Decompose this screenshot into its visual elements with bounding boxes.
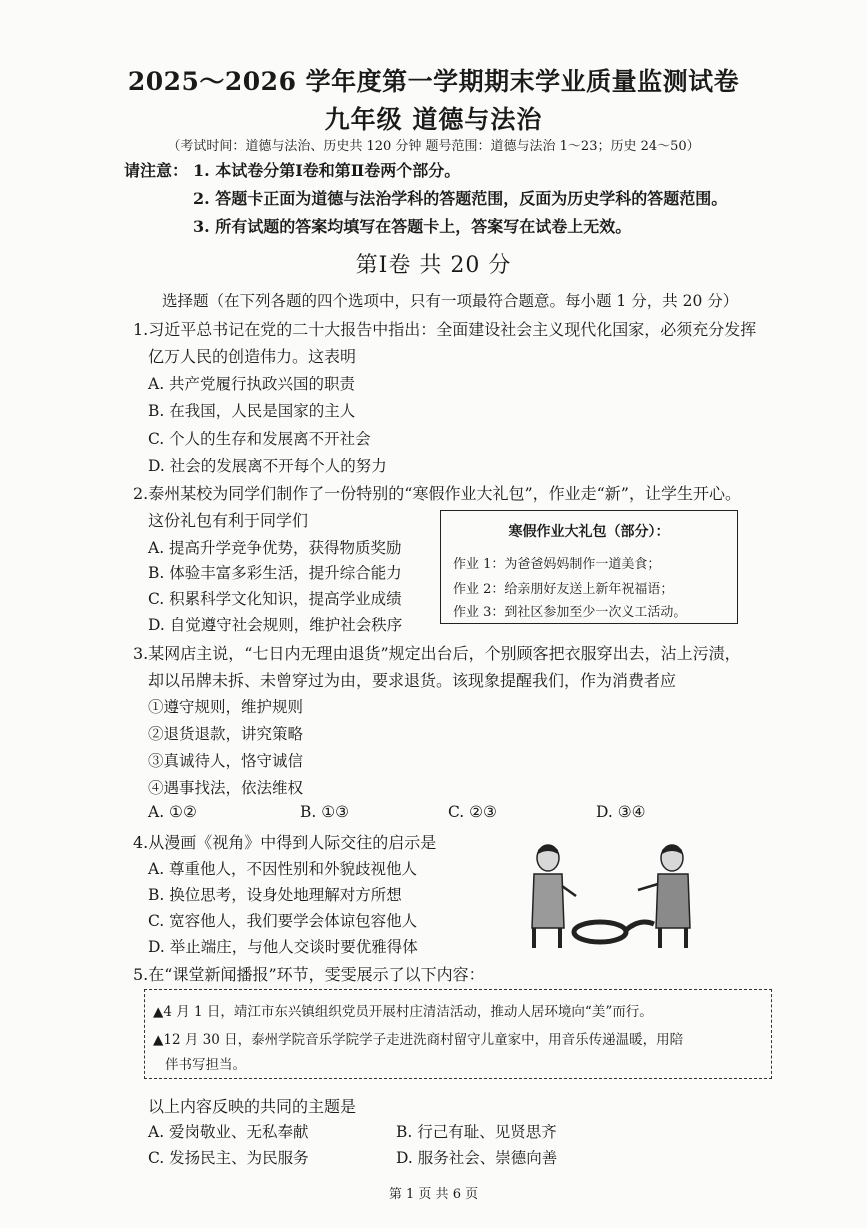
option-d: D. 社会的发展离不开每个人的努力 xyxy=(148,457,387,475)
option-d: D. 自觉遵守社会规则，维护社会秩序 xyxy=(148,616,403,634)
question-prompt: 以上内容反映的共同的主题是 xyxy=(148,1097,357,1116)
option-b: B. ①③ xyxy=(300,803,350,821)
news-line: 伴书写担当。 xyxy=(165,1057,246,1073)
question-stem: 5.在“课堂新闻播报”环节，雯雯展示了以下内容： xyxy=(133,965,485,984)
option-a: A. 共产党履行执政兴国的职责 xyxy=(148,375,356,393)
news-line: ▲12 月 30 日，泰州学院音乐学院学子走进洗商村留守儿童家中，用音乐传递温暖，用陪 xyxy=(153,1032,684,1048)
section-title: 第Ⅰ卷 共 20 分 xyxy=(355,253,512,278)
figure-six-nine-shape xyxy=(574,922,654,942)
option-c: C. 积累科学文化知识，提高学业成绩 xyxy=(148,590,402,608)
statement-item: ③真诚待人，恪守诚信 xyxy=(148,752,304,770)
option-c: C. 宽容他人，我们要学会体谅包容他人 xyxy=(148,912,418,930)
news-line: ▲4 月 1 日，靖江市东兴镇组织党员开展村庄清洁活动，推动人居环境向“美”而行。 xyxy=(153,1004,653,1020)
option-a: A. 爱岗敬业、无私奉献 xyxy=(148,1123,309,1141)
homework-box-line: 作业 1：为爸爸妈妈制作一道美食； xyxy=(453,557,661,572)
option-b: B. 行己有耻、见贤思齐 xyxy=(396,1123,557,1141)
notice-item: 1. 本试卷分第Ⅰ卷和第Ⅱ卷两个部分。 xyxy=(193,161,461,180)
exam-subtitle: 九年级 道德与法治 xyxy=(324,105,543,134)
option-d: D. 服务社会、崇德向善 xyxy=(396,1149,558,1167)
option-b: B. 体验丰富多彩生活，提升综合能力 xyxy=(148,564,402,582)
left-person xyxy=(532,845,576,948)
question-stem: 1.习近平总书记在党的二十大报告中指出：全面建设社会主义现代化国家，必须充分发挥 xyxy=(133,320,757,339)
exam-title: 2025～2026 学年度第一学期期末学业质量监测试卷 xyxy=(127,67,740,96)
option-a: A. 尊重他人，不因性别和外貌歧视他人 xyxy=(148,860,418,878)
notice-item: 3. 所有试题的答案均填写在答题卡上，答案写在试卷上无效。 xyxy=(193,217,632,236)
question-stem: 2.泰州某校为同学们制作了一份特别的“寒假作业大礼包”，作业走“新”，让学生开心。 xyxy=(133,484,741,503)
homework-box-title: 寒假作业大礼包（部分）： xyxy=(508,524,670,540)
option-a: A. ①② xyxy=(148,803,197,821)
question-stem: 4.从漫画《视角》中得到人际交往的启示是 xyxy=(133,833,437,852)
statement-item: ②退货退款，讲究策略 xyxy=(148,725,304,743)
question-stem: 亿万人民的创造伟力。这表明 xyxy=(148,347,357,366)
homework-box-line: 作业 2：给亲朋好友送上新年祝福语； xyxy=(453,582,674,597)
option-b: B. 换位思考，设身处地理解对方所想 xyxy=(148,886,402,904)
exam-info: （考试时间：道德与法治、历史共 120 分钟 题号范围：道德与法治 1～23；历史 24～50） xyxy=(167,139,700,154)
statement-item: ④遇事找法，依法维权 xyxy=(148,779,304,797)
option-d: D. 举止端庄，与他人交谈时要优雅得体 xyxy=(148,938,418,956)
notice-item: 2. 答题卡正面为道德与法治学科的答题范围，反面为历史学科的答题范围。 xyxy=(193,189,728,208)
option-d: D. ③④ xyxy=(596,803,646,821)
option-a: A. 提高升学竞争优势，获得物质奖励 xyxy=(148,539,402,557)
option-c: C. 个人的生存和发展离不开社会 xyxy=(148,430,371,448)
question-stem: 这份礼包有利于同学们 xyxy=(148,511,309,530)
section-instruction: 选择题（在下列各题的四个选项中，只有一项最符合题意。每小题 1 分，共 20 分） xyxy=(162,292,739,310)
page-number: 第 1 页 共 6 页 xyxy=(388,1187,479,1202)
question-stem: 却以吊牌未拆、未曾穿过为由，要求退货。该现象提醒我们，作为消费者应 xyxy=(148,671,677,690)
news-box xyxy=(144,989,772,1079)
homework-box-line: 作业 3：到社区参加至少一次义工活动。 xyxy=(453,605,687,620)
option-c: C. ②③ xyxy=(448,803,497,821)
homework-box xyxy=(440,510,738,624)
cartoon-perspective-image xyxy=(520,836,720,954)
option-c: C. 发扬民主、为民服务 xyxy=(148,1149,309,1167)
option-b: B. 在我国，人民是国家的主人 xyxy=(148,402,356,420)
right-person xyxy=(638,845,690,948)
question-stem: 3.某网店主说，“七日内无理由退货”规定出台后，个别顾客把衣服穿出去，沾上污渍， xyxy=(133,644,741,663)
notice-label: 请注意： xyxy=(124,161,189,180)
statement-item: ①遵守规则，维护规则 xyxy=(148,698,304,716)
